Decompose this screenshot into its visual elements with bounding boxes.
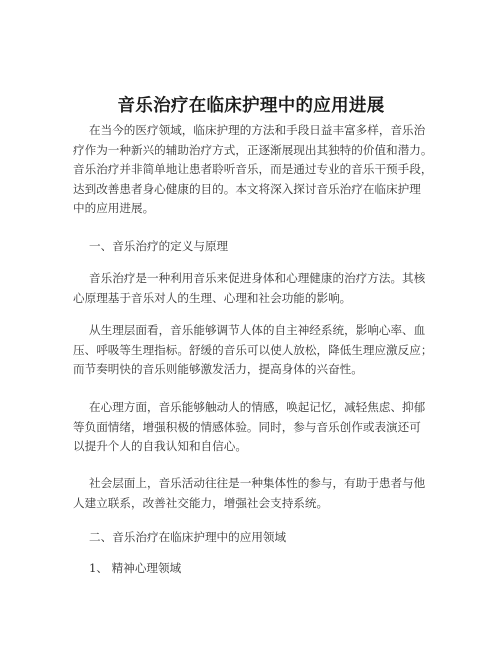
- section-heading-text: 一、音乐治疗的定义与原理: [89, 239, 229, 253]
- text-line: 中的应用进展。: [73, 201, 155, 215]
- text-line: 音乐治疗是一种利用音乐来促进身体和心理健康的治疗方法。其核: [89, 271, 426, 285]
- section-heading: [73, 528, 433, 548]
- sub-heading-text: 1、 精神心理领域: [89, 561, 182, 575]
- text-line: 在当今的医疗领域，临床护理的方法和手段日益丰富多样，音乐治: [89, 123, 426, 137]
- body-paragraph: [73, 321, 433, 380]
- text-line: 以提升个人的自我认知和自信心。: [73, 439, 247, 453]
- section-heading-text: 二、音乐治疗在临床护理中的应用领域: [89, 530, 287, 544]
- text-line: 压、呼吸等生理指标。舒缓的音乐可以使人放松，降低生理应激反应；: [73, 342, 433, 357]
- text-line: 疗作为一种新兴的辅助治疗方式，正逐渐展现出其独特的价值和潜力。: [73, 142, 433, 157]
- text-line: 从生理层面看，音乐能够调节人体的自主神经系统，影响心率、血: [89, 323, 426, 337]
- text-line: 达到改善患者身心健康的目的。本文将深入探讨音乐治疗在临床护理: [73, 181, 421, 196]
- sub-heading: [73, 559, 433, 579]
- text-line: 等负面情绪，增强积极的情感体验。同时，参与音乐创作或表演还可: [73, 419, 421, 434]
- body-paragraph: [73, 398, 433, 457]
- body-paragraph: [73, 474, 433, 513]
- document-title: 音乐治疗在临床护理中的应用进展: [117, 96, 385, 116]
- text-line: 心原理基于音乐对人的生理、心理和社会功能的影响。: [73, 290, 352, 305]
- text-line: 社会层面上，音乐活动往往是一种集体性的参与，有助于患者与他: [89, 476, 426, 490]
- text-line: 人建立联系，改善社交能力，增强社会支持系统。: [73, 495, 329, 510]
- body-paragraph: [73, 269, 433, 308]
- text-line: 而节奏明快的音乐则能够激发活力，提高身体的兴奋性。: [73, 362, 363, 376]
- intro-paragraph: [73, 121, 433, 219]
- section-heading: [73, 237, 433, 257]
- text-line: 在心理方面，音乐能够触动人的情感，唤起记忆，减轻焦虑、抑郁: [89, 400, 426, 414]
- text-line: 音乐治疗并非简单地让患者聆听音乐，而是通过专业的音乐干预手段，: [73, 162, 433, 176]
